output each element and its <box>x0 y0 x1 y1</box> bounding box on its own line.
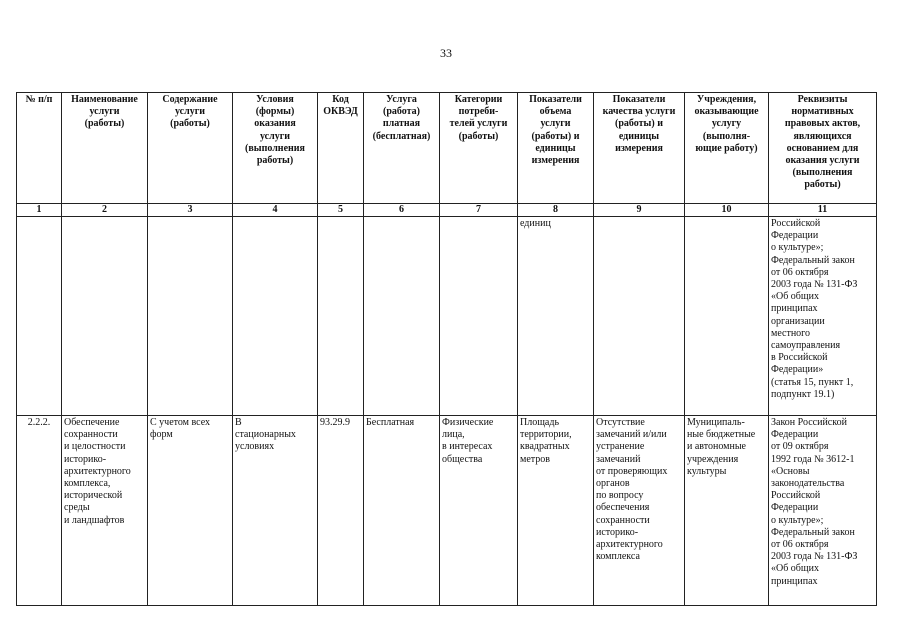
page-number: 33 <box>440 46 452 60</box>
table-cell <box>17 217 62 416</box>
column-number-cell: 4 <box>233 204 318 217</box>
table-cell-service-content: С учетом всех форм <box>148 416 233 606</box>
header-cell-service-name: Наименование услуги (работы) <box>62 93 148 204</box>
services-table <box>16 92 877 606</box>
header-cell-okved-code: Код ОКВЭД <box>318 93 364 204</box>
table-row <box>17 416 877 606</box>
table-cell-conditions: В стационарных условиях <box>233 416 318 606</box>
table-cell-legal-acts: Российской Федерации о культуре»; Федеральный закон от 06 октября 2003 года № 131-ФЗ «Об общих принципах организации местного самоуправления в Российской Федерации» (статья 15, пункт 1, подпункт 19.1) <box>769 217 877 416</box>
header-cell-legal-acts: Реквизиты нормативных правовых актов, являющихся основанием для оказания услуги (выполнения работы) <box>769 93 877 204</box>
table-cell <box>594 217 685 416</box>
table-cell-service-name: Обеспечение сохранности и целостности историко- архитектурного комплекса, исторической среды и ландшафтов <box>62 416 148 606</box>
column-number-cell: 3 <box>148 204 233 217</box>
table-cell <box>318 217 364 416</box>
column-number-cell: 2 <box>62 204 148 217</box>
column-number-row <box>17 204 877 217</box>
table-cell <box>685 217 769 416</box>
column-number-cell: 10 <box>685 204 769 217</box>
table-cell <box>233 217 318 416</box>
column-number-cell: 7 <box>440 204 518 217</box>
header-row <box>17 93 877 204</box>
table-cell-okved-code: 93.29.9 <box>318 416 364 606</box>
column-number-cell: 1 <box>17 204 62 217</box>
table-cell-quality: Отсутствие замечаний и/или устранение замечаний от проверяющих органов по вопросу обеспечения сохранности историко- архитектурного комплекса <box>594 416 685 606</box>
table-cell-volume: единиц <box>518 217 594 416</box>
table-cell-consumer-categories: Физические лица, в интересах общества <box>440 416 518 606</box>
header-cell-number: № п/п <box>17 93 62 204</box>
table-cell <box>364 217 440 416</box>
table-cell-paid-free: Бесплатная <box>364 416 440 606</box>
header-cell-consumer-categories: Категории потреби- телей услуги (работы) <box>440 93 518 204</box>
table-cell-institutions: Муниципаль- ные бюджетные и автономные учреждения культуры <box>685 416 769 606</box>
header-cell-institutions: Учреждения, оказывающие услугу (выполня- ющие работу) <box>685 93 769 204</box>
header-cell-conditions: Условия (формы) оказания услуги (выполнения работы) <box>233 93 318 204</box>
header-cell-paid-free: Услуга (работа) платная (бесплатная) <box>364 93 440 204</box>
table-cell-legal-acts: Закон Российской Федерации от 09 октября 1992 года № 3612-1 «Основы законодательства Российской Федерации о культуре»; Федеральный закон от 06 октября 2003 года № 131-ФЗ «Об общих принципах <box>769 416 877 606</box>
table-cell-number: 2.2.2. <box>17 416 62 606</box>
header-cell-volume-indicators: Показатели объема услуги (работы) и единицы измерения <box>518 93 594 204</box>
column-number-cell: 8 <box>518 204 594 217</box>
column-number-cell: 6 <box>364 204 440 217</box>
header-cell-quality-indicators: Показатели качества услуги (работы) и единицы измерения <box>594 93 685 204</box>
continuation-row <box>17 217 877 416</box>
column-number-cell: 5 <box>318 204 364 217</box>
table-cell <box>440 217 518 416</box>
table-cell-volume: Площадь территории, квадратных метров <box>518 416 594 606</box>
column-number-cell: 9 <box>594 204 685 217</box>
table-cell <box>62 217 148 416</box>
header-cell-service-content: Содержание услуги (работы) <box>148 93 233 204</box>
column-number-cell: 11 <box>769 204 877 217</box>
table-cell <box>148 217 233 416</box>
